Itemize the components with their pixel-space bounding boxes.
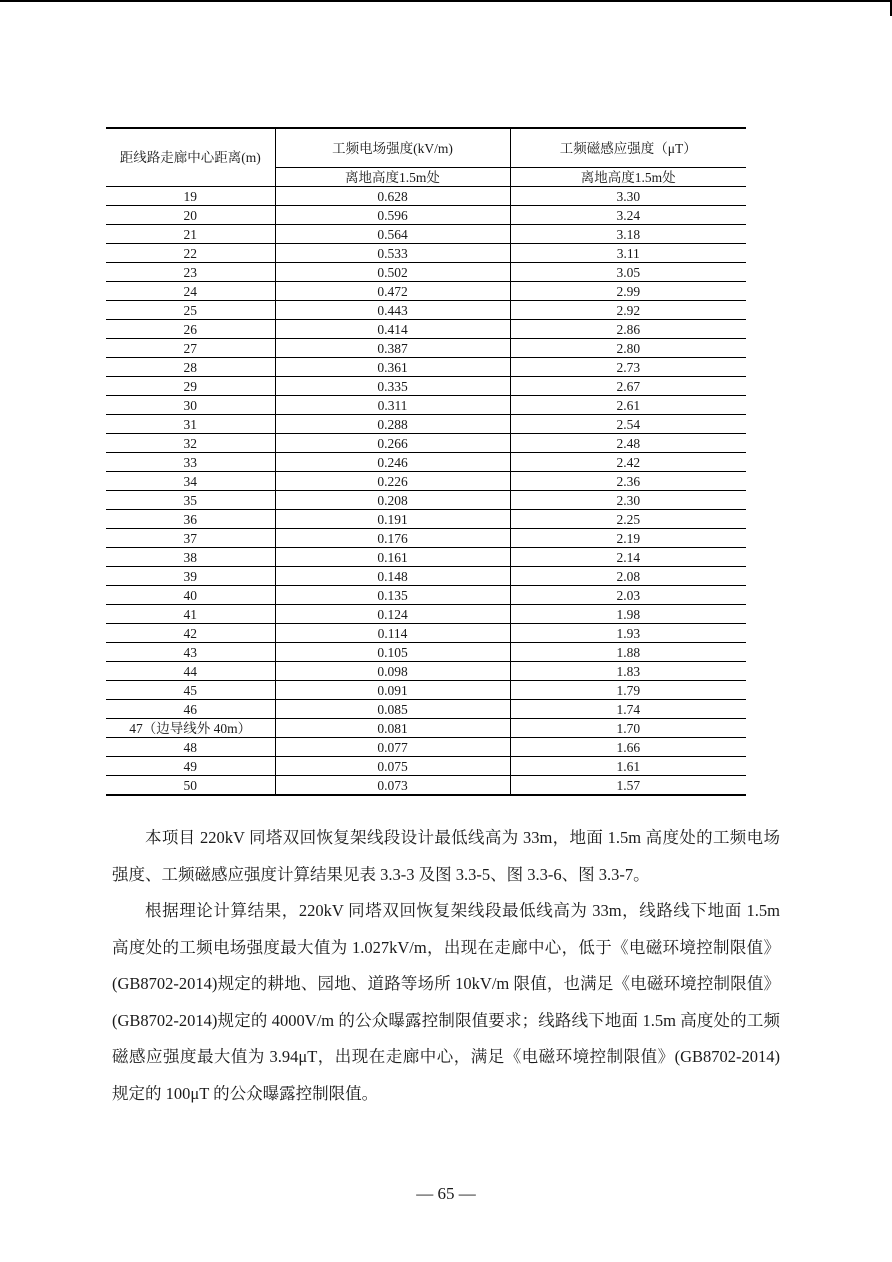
cell-electric-field: 0.288 — [275, 415, 510, 434]
cell-electric-field: 0.266 — [275, 434, 510, 453]
cell-electric-field: 0.564 — [275, 225, 510, 244]
cell-magnetic-induction: 2.30 — [510, 491, 746, 510]
cell-distance: 49 — [106, 757, 275, 776]
cell-magnetic-induction: 1.93 — [510, 624, 746, 643]
cell-electric-field: 0.124 — [275, 605, 510, 624]
cell-magnetic-induction: 1.74 — [510, 700, 746, 719]
cell-magnetic-induction: 1.57 — [510, 776, 746, 796]
cell-electric-field: 0.414 — [275, 320, 510, 339]
cell-magnetic-induction: 2.86 — [510, 320, 746, 339]
cell-electric-field: 0.081 — [275, 719, 510, 738]
cell-distance: 30 — [106, 396, 275, 415]
table-row — [106, 263, 746, 282]
cell-electric-field: 0.335 — [275, 377, 510, 396]
cell-distance: 46 — [106, 700, 275, 719]
table-row — [106, 339, 746, 358]
table-row — [106, 719, 746, 738]
table-row — [106, 510, 746, 529]
cell-magnetic-induction: 1.83 — [510, 662, 746, 681]
table-row — [106, 396, 746, 415]
table-row — [106, 757, 746, 776]
cell-magnetic-induction: 2.36 — [510, 472, 746, 491]
table-row — [106, 643, 746, 662]
cell-distance: 29 — [106, 377, 275, 396]
cell-distance: 44 — [106, 662, 275, 681]
cell-magnetic-induction: 1.88 — [510, 643, 746, 662]
cell-electric-field: 0.176 — [275, 529, 510, 548]
table-row — [106, 491, 746, 510]
table-row — [106, 586, 746, 605]
cell-magnetic-induction: 2.42 — [510, 453, 746, 472]
table-row — [106, 605, 746, 624]
cell-magnetic-induction: 2.48 — [510, 434, 746, 453]
page-number: — 65 — — [416, 1184, 476, 1203]
cell-electric-field: 0.208 — [275, 491, 510, 510]
header-electric-field: 工频电场强度(kV/m) — [275, 128, 510, 168]
cell-distance: 40 — [106, 586, 275, 605]
table-row — [106, 415, 746, 434]
table-row — [106, 225, 746, 244]
cell-electric-field: 0.472 — [275, 282, 510, 301]
cell-magnetic-induction: 1.61 — [510, 757, 746, 776]
cell-electric-field: 0.148 — [275, 567, 510, 586]
cell-electric-field: 0.073 — [275, 776, 510, 796]
cell-magnetic-induction: 2.08 — [510, 567, 746, 586]
cell-distance: 20 — [106, 206, 275, 225]
cell-distance: 38 — [106, 548, 275, 567]
cell-magnetic-induction: 2.25 — [510, 510, 746, 529]
cell-magnetic-induction: 3.18 — [510, 225, 746, 244]
cell-electric-field: 0.091 — [275, 681, 510, 700]
page-top-border — [0, 0, 892, 2]
cell-electric-field: 0.311 — [275, 396, 510, 415]
table-row — [106, 472, 746, 491]
cell-distance: 33 — [106, 453, 275, 472]
cell-electric-field: 0.085 — [275, 700, 510, 719]
table-row — [106, 282, 746, 301]
cell-distance: 21 — [106, 225, 275, 244]
cell-electric-field: 0.161 — [275, 548, 510, 567]
table-row — [106, 244, 746, 263]
cell-magnetic-induction: 1.79 — [510, 681, 746, 700]
cell-magnetic-induction: 3.05 — [510, 263, 746, 282]
table-row — [106, 700, 746, 719]
cell-electric-field: 0.135 — [275, 586, 510, 605]
paragraph-1: 本项目 220kV 同塔双回恢复架线段设计最低线高为 33m，地面 1.5m 高度处的工频电场强度、工频磁感应强度计算结果见表 3.3-3 及图 3.3-5、图 3.3-6、图 3.3-7。 — [112, 828, 780, 884]
field-strength-table — [106, 127, 746, 796]
cell-magnetic-induction: 2.67 — [510, 377, 746, 396]
cell-electric-field: 0.077 — [275, 738, 510, 757]
cell-magnetic-induction: 2.99 — [510, 282, 746, 301]
subheader-electric-height: 离地高度1.5m处 — [275, 168, 510, 187]
cell-distance: 36 — [106, 510, 275, 529]
cell-electric-field: 0.114 — [275, 624, 510, 643]
table-row — [106, 187, 746, 206]
body-text — [112, 820, 780, 1112]
cell-magnetic-induction: 3.30 — [510, 187, 746, 206]
cell-magnetic-induction: 2.73 — [510, 358, 746, 377]
cell-electric-field: 0.246 — [275, 453, 510, 472]
cell-distance: 25 — [106, 301, 275, 320]
cell-electric-field: 0.361 — [275, 358, 510, 377]
cell-distance: 23 — [106, 263, 275, 282]
cell-distance: 31 — [106, 415, 275, 434]
cell-distance: 47（边导线外 40m） — [106, 719, 275, 738]
cell-distance: 50 — [106, 776, 275, 796]
header-magnetic-induction: 工频磁感应强度（μT） — [510, 128, 746, 168]
cell-electric-field: 0.105 — [275, 643, 510, 662]
table-row — [106, 453, 746, 472]
table-header-row — [106, 128, 746, 168]
cell-electric-field: 0.075 — [275, 757, 510, 776]
table-row — [106, 434, 746, 453]
cell-magnetic-induction: 2.19 — [510, 529, 746, 548]
table-row — [106, 776, 746, 796]
subheader-magnetic-height: 离地高度1.5m处 — [510, 168, 746, 187]
cell-distance: 35 — [106, 491, 275, 510]
cell-electric-field: 0.098 — [275, 662, 510, 681]
cell-electric-field: 0.628 — [275, 187, 510, 206]
cell-distance: 27 — [106, 339, 275, 358]
cell-distance: 26 — [106, 320, 275, 339]
cell-electric-field: 0.387 — [275, 339, 510, 358]
cell-electric-field: 0.596 — [275, 206, 510, 225]
cell-magnetic-induction: 2.92 — [510, 301, 746, 320]
cell-distance: 19 — [106, 187, 275, 206]
cell-electric-field: 0.502 — [275, 263, 510, 282]
cell-magnetic-induction: 2.80 — [510, 339, 746, 358]
cell-magnetic-induction: 1.66 — [510, 738, 746, 757]
cell-electric-field: 0.226 — [275, 472, 510, 491]
cell-distance: 43 — [106, 643, 275, 662]
cell-magnetic-induction: 1.98 — [510, 605, 746, 624]
cell-distance: 34 — [106, 472, 275, 491]
table-body — [106, 187, 746, 796]
cell-distance: 22 — [106, 244, 275, 263]
cell-magnetic-induction: 2.03 — [510, 586, 746, 605]
table-row — [106, 206, 746, 225]
cell-magnetic-induction: 2.61 — [510, 396, 746, 415]
cell-electric-field: 0.443 — [275, 301, 510, 320]
paragraph-2: 根据理论计算结果，220kV 同塔双回恢复架线段最低线高为 33m，线路线下地面 1.5m 高度处的工频电场强度最大值为 1.027kV/m，出现在走廊中心，低于《电磁环境控制限值》(GB8702-2014)规定的耕地、园地、道路等场所 10kV/m 限值，也满足《电磁环境控制限值》(GB8702-2014)规定的 4000V/m 的公众曝露控制限值要求；线路线下地面 1.5m 高度处的工频磁感应强度最大值为 3.94μT，出现在走廊中心，满足《电磁环境控制限值》(GB8702-2014)规定的 100μT 的公众曝露控制限值。 — [112, 901, 780, 1103]
table-row — [106, 377, 746, 396]
cell-distance: 48 — [106, 738, 275, 757]
table-row — [106, 624, 746, 643]
cell-distance: 24 — [106, 282, 275, 301]
cell-distance: 45 — [106, 681, 275, 700]
cell-distance: 42 — [106, 624, 275, 643]
cell-electric-field: 0.191 — [275, 510, 510, 529]
cell-magnetic-induction: 3.24 — [510, 206, 746, 225]
header-distance: 距线路走廊中心距离(m) — [106, 128, 275, 187]
table-row — [106, 529, 746, 548]
table-row — [106, 681, 746, 700]
table-row — [106, 567, 746, 586]
table-row — [106, 548, 746, 567]
table-row — [106, 738, 746, 757]
cell-magnetic-induction: 2.14 — [510, 548, 746, 567]
cell-distance: 32 — [106, 434, 275, 453]
table-row — [106, 320, 746, 339]
cell-distance: 37 — [106, 529, 275, 548]
cell-electric-field: 0.533 — [275, 244, 510, 263]
cell-magnetic-induction: 2.54 — [510, 415, 746, 434]
table-row — [106, 301, 746, 320]
cell-magnetic-induction: 1.70 — [510, 719, 746, 738]
table-row — [106, 358, 746, 377]
cell-distance: 28 — [106, 358, 275, 377]
cell-distance: 41 — [106, 605, 275, 624]
table-row — [106, 662, 746, 681]
cell-magnetic-induction: 3.11 — [510, 244, 746, 263]
cell-distance: 39 — [106, 567, 275, 586]
